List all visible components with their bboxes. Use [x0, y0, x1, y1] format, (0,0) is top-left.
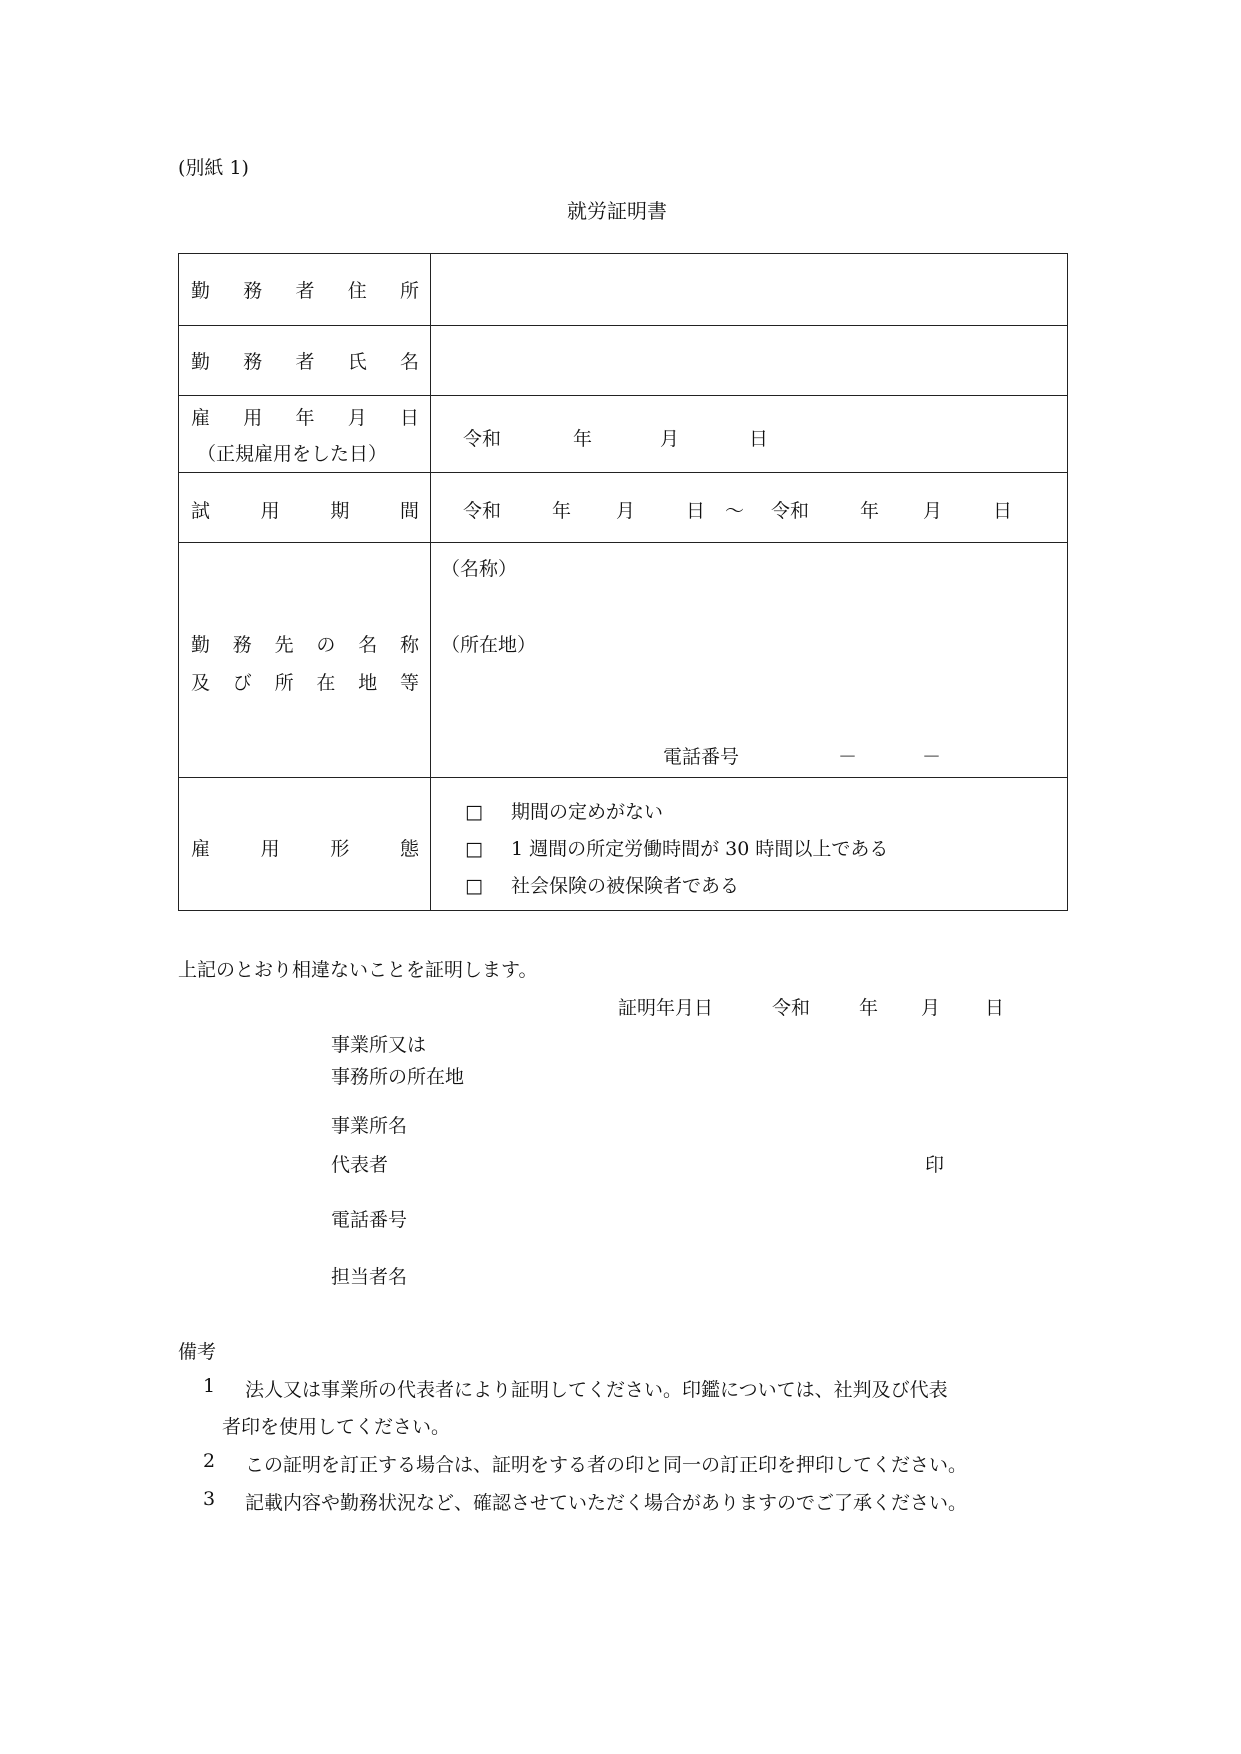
attachment-label: (別紙 1): [178, 157, 249, 179]
phone-label: 電話番号: [331, 1209, 408, 1231]
certification-statement: 上記のとおり相違ないことを証明します。: [178, 959, 538, 981]
checkbox-icon[interactable]: □: [465, 838, 483, 860]
representative-label: 代表者: [331, 1154, 389, 1176]
phone-dash: －: [922, 746, 942, 768]
row-divider: [179, 395, 1067, 396]
certificate-table: [178, 253, 1068, 911]
row-divider: [179, 325, 1067, 326]
hire-date-sublabel: （正規雇用をした日）: [197, 443, 388, 465]
worker-name-label: 勤 務 者 氏 名: [191, 351, 419, 373]
office-location-label-line1: 事業所又は: [331, 1034, 427, 1056]
workplace-location-label: （所在地）: [441, 634, 537, 656]
checkbox-icon[interactable]: □: [465, 875, 483, 897]
office-location-label-line2: 事務所の所在地: [331, 1066, 465, 1088]
remark-text-continued: 者印を使用してください。: [222, 1416, 451, 1438]
office-name-label: 事業所名: [331, 1115, 408, 1137]
remark-number: 2: [203, 1450, 216, 1472]
worker-address-field[interactable]: [433, 256, 1063, 322]
checkbox-30-hours[interactable]: □ 1 週間の所定労働時間が 30 時間以上である: [465, 838, 889, 860]
row-divider: [179, 542, 1067, 543]
trial-period-label: 試 用 期 間: [191, 500, 419, 522]
worker-address-label: 勤 務 者 住 所: [191, 280, 419, 302]
remarks-title: 備考: [178, 1341, 217, 1363]
workplace-label-line1: 勤 務 先 の 名 称: [191, 634, 419, 656]
trial-period-field[interactable]: 令和 年 月 日 ～ 令和 年 月 日: [463, 500, 1013, 522]
remark-text: 記載内容や勤務状況など、確認させていただく場合がありますのでご了承ください。: [245, 1492, 968, 1514]
remark-number: 3: [203, 1488, 216, 1510]
hire-date-label: 雇 用 年 月 日: [191, 407, 419, 429]
workplace-label-line2: 及 び 所 在 地 等: [191, 672, 419, 694]
column-divider: [430, 254, 431, 910]
checkbox-no-fixed-term[interactable]: □ 期間の定めがない: [465, 801, 664, 823]
document-title: 就労証明書: [567, 199, 667, 223]
contact-person-label: 担当者名: [331, 1266, 408, 1288]
workplace-name-label: （名称）: [441, 558, 518, 580]
remark-text: 法人又は事業所の代表者により証明してください。印鑑については、社判及び代表: [245, 1379, 948, 1401]
employment-type-label: 雇 用 形 態: [191, 838, 419, 860]
checkbox-social-insurance[interactable]: □ 社会保険の被保険者である: [465, 875, 740, 897]
remark-text: この証明を訂正する場合は、証明をする者の印と同一の訂正印を押印してください。: [245, 1454, 968, 1476]
certification-date-label: 証明年月日: [618, 997, 714, 1019]
remark-number: 1: [203, 1375, 216, 1397]
phone-dash: －: [838, 746, 858, 768]
checkbox-icon[interactable]: □: [465, 801, 483, 823]
hire-date-field[interactable]: 令和 年 月 日: [463, 428, 769, 450]
row-divider: [179, 472, 1067, 473]
worker-name-field[interactable]: [433, 327, 1063, 393]
row-divider: [179, 777, 1067, 778]
certification-date-field[interactable]: 令和 年 月 日: [772, 997, 1005, 1019]
seal-mark: 印: [925, 1154, 945, 1176]
workplace-phone-label: 電話番号: [663, 746, 740, 768]
